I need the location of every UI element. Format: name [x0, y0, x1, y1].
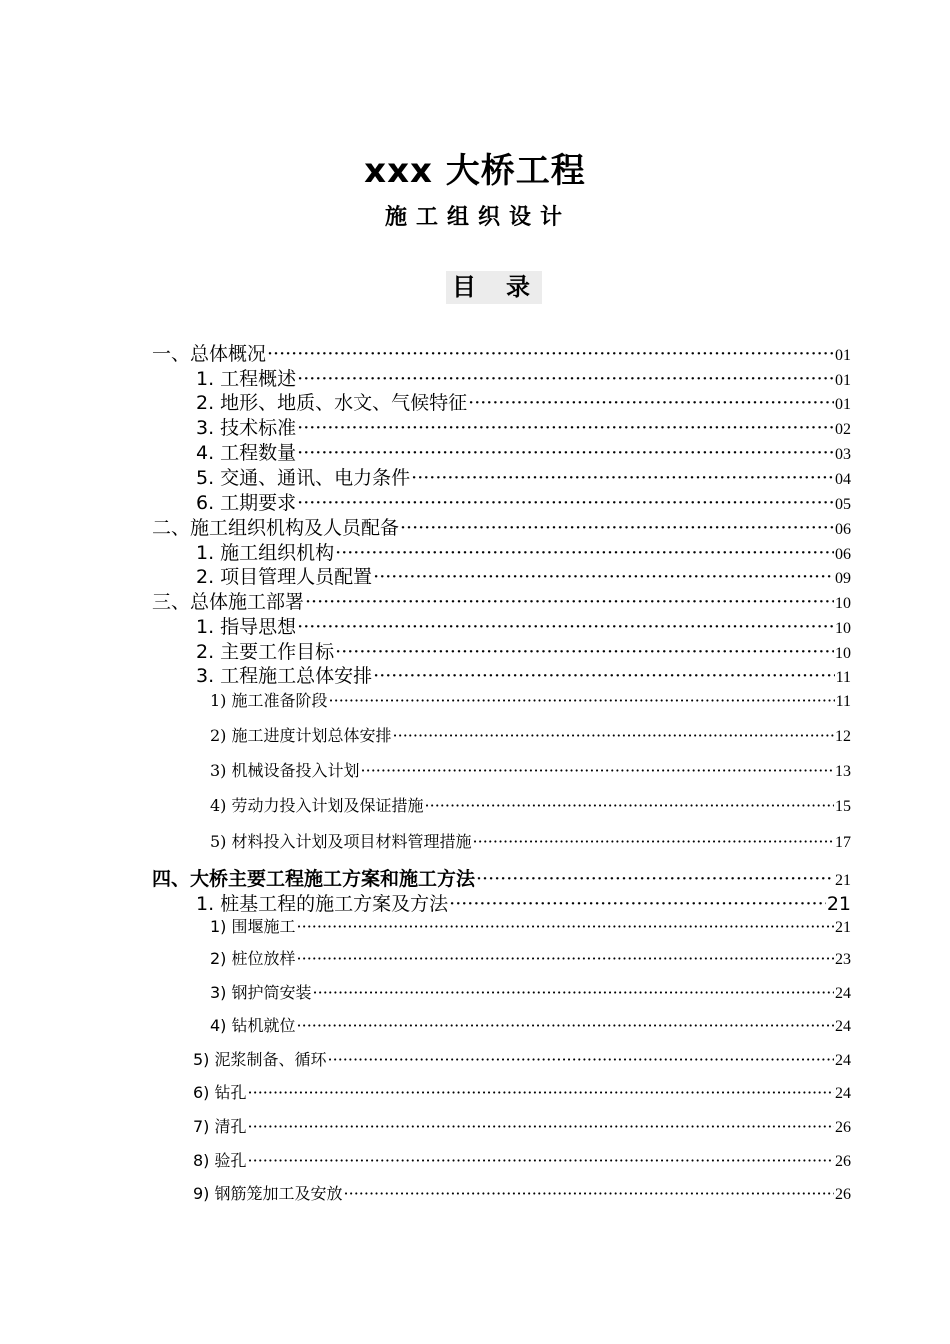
toc-entry-page: 24 [835, 1052, 851, 1069]
toc-leader-dots [400, 517, 834, 539]
toc-entry[interactable] [196, 388, 851, 415]
toc-leader-dots [373, 566, 834, 588]
toc-entry-page: 11 [835, 669, 851, 686]
toc-entry-page: 13 [835, 763, 851, 780]
toc-entry-label: 6. 工期要求 [196, 492, 297, 514]
toc-entry-page: 26 [835, 1186, 851, 1203]
toc-leader-dots [313, 983, 834, 1002]
toc-entry-label: 二、施工组织机构及人员配备 [152, 517, 400, 539]
toc-leader-dots [328, 1050, 834, 1069]
toc-entry-label: 8) 验孔 [193, 1151, 247, 1170]
toc-entry-label: 2) 桩位放样 [210, 949, 296, 968]
toc-entry-page: 02 [835, 421, 851, 438]
toc-leader-dots [468, 392, 834, 414]
toc-entry[interactable] [210, 946, 851, 969]
toc-leader-dots [267, 343, 834, 365]
toc-entry[interactable] [152, 513, 851, 540]
toc-entry-label: 一、总体概况 [152, 343, 267, 365]
toc-entry-label: 7) 清孔 [193, 1117, 247, 1136]
toc-entry-label: 四、大桥主要工程施工方案和施工方法 [152, 868, 476, 890]
toc-entry-page: 21 [826, 893, 851, 915]
toc-leader-dots [393, 726, 834, 745]
toc-entry-label: 1. 桩基工程的施工方案及方法 [196, 893, 449, 915]
toc-leader-dots [297, 417, 834, 439]
toc-entry-page: 12 [835, 728, 851, 745]
toc-entry-page: 04 [835, 471, 851, 488]
toc-leader-dots [335, 542, 834, 564]
toc-entry-label: 9) 钢筋笼加工及安放 [193, 1184, 343, 1203]
toc-entry-page: 26 [835, 1119, 851, 1136]
toc-leader-dots [449, 893, 826, 915]
toc-entry-label: 1) 施工准备阶段 [210, 691, 328, 710]
toc-entry-label: 6) 钻孔 [193, 1083, 247, 1102]
toc-entry-page: 01 [835, 396, 851, 413]
toc-entry[interactable] [152, 339, 851, 366]
toc-entry[interactable] [210, 914, 851, 937]
toc-leader-dots [297, 368, 834, 390]
document-subtitle: 施工组织设计 [384, 205, 571, 230]
toc-entry[interactable] [210, 723, 851, 746]
toc-entry-page: 01 [835, 347, 851, 364]
toc-entry[interactable] [196, 562, 851, 589]
toc-leader-dots [297, 442, 834, 464]
toc-leader-dots [329, 691, 835, 710]
toc-entry-label: 1. 工程概述 [196, 368, 297, 390]
toc-entry-page: 15 [835, 798, 851, 815]
toc-entry[interactable] [210, 688, 851, 711]
toc-entry[interactable] [193, 1080, 851, 1103]
toc-leader-dots [248, 1083, 834, 1102]
toc-entry-label: 2) 施工进度计划总体安排 [210, 726, 392, 745]
toc-entry[interactable] [196, 661, 851, 688]
toc-entry-page: 05 [835, 496, 851, 513]
toc-heading: 目录 [446, 271, 542, 304]
toc-entry[interactable] [193, 1148, 851, 1171]
toc-entry-page: 01 [835, 372, 851, 389]
toc-leader-dots [476, 868, 834, 890]
toc-entry-page: 21 [835, 919, 851, 936]
toc-entry[interactable] [196, 637, 851, 664]
toc-entry-label: 4. 工程数量 [196, 442, 297, 464]
toc-entry[interactable] [210, 758, 851, 781]
toc-entry-label: 5. 交通、通讯、电力条件 [196, 467, 411, 489]
toc-entry-label: 1. 指导思想 [196, 616, 297, 638]
toc-entry-label: 5) 泥浆制备、循环 [193, 1050, 327, 1069]
toc-entry-label: 2. 项目管理人员配置 [196, 566, 373, 588]
toc-entry-label: 2. 主要工作目标 [196, 641, 335, 663]
toc-entry[interactable] [196, 889, 851, 916]
toc-entry-label: 3. 技术标准 [196, 417, 297, 439]
toc-leader-dots [297, 1016, 834, 1035]
toc-entry-page: 21 [835, 872, 851, 889]
toc-entry[interactable] [196, 612, 851, 639]
toc-entry[interactable] [152, 864, 851, 891]
toc-entry[interactable] [196, 538, 851, 565]
toc-leader-dots [335, 641, 834, 663]
toc-entry-label: 2. 地形、地质、水文、气候特征 [196, 392, 468, 414]
toc-entry[interactable] [196, 413, 851, 440]
toc-entry-page: 24 [835, 1018, 851, 1035]
toc-leader-dots [248, 1151, 834, 1170]
toc-entry-label: 1) 围堰施工 [210, 917, 296, 936]
toc-entry-page: 23 [835, 951, 851, 968]
toc-entry[interactable] [210, 829, 851, 852]
toc-entry-label: 3. 工程施工总体安排 [196, 665, 373, 687]
toc-entry-page: 09 [835, 570, 851, 587]
toc-leader-dots [425, 796, 834, 815]
toc-entry-page: 11 [835, 693, 851, 710]
toc-entry[interactable] [196, 438, 851, 465]
toc-entry[interactable] [210, 980, 851, 1003]
toc-entry-label: 1. 施工组织机构 [196, 542, 335, 564]
toc-leader-dots [411, 467, 834, 489]
toc-entry[interactable] [193, 1181, 851, 1204]
document-title: xxx 大桥工程 [364, 151, 586, 191]
toc-entry[interactable] [196, 364, 851, 391]
toc-entry[interactable] [193, 1047, 851, 1070]
toc-leader-dots [297, 917, 834, 936]
toc-entry-page: 24 [835, 985, 851, 1002]
toc-entry-page: 17 [835, 834, 851, 851]
toc-entry-label: 3) 钢护筒安装 [210, 983, 312, 1002]
toc-entry-label: 4) 劳动力投入计划及保证措施 [210, 796, 424, 815]
toc-entry-page: 06 [835, 546, 851, 563]
toc-entry[interactable] [152, 587, 851, 614]
toc-entry-page: 06 [835, 521, 851, 538]
toc-entry-label: 5) 材料投入计划及项目材料管理措施 [210, 832, 472, 851]
toc-leader-dots [473, 832, 834, 851]
toc-entry-page: 24 [835, 1085, 851, 1102]
toc-entry[interactable] [210, 1013, 851, 1036]
toc-entry-page: 26 [835, 1153, 851, 1170]
toc-leader-dots [361, 761, 834, 780]
toc-entry-page: 03 [835, 446, 851, 463]
toc-entry[interactable] [196, 488, 851, 515]
toc-leader-dots [297, 616, 834, 638]
toc-entry-label: 3) 机械设备投入计划 [210, 761, 360, 780]
toc-entry-page: 10 [835, 620, 851, 637]
toc-entry-page: 10 [835, 595, 851, 612]
toc-leader-dots [373, 665, 834, 687]
toc-entry-page: 10 [835, 645, 851, 662]
toc-leader-dots [344, 1184, 834, 1203]
toc-entry[interactable] [193, 1114, 851, 1137]
toc-leader-dots [297, 949, 834, 968]
toc-entry[interactable] [210, 793, 851, 816]
toc-entry-label: 三、总体施工部署 [152, 591, 305, 613]
toc-leader-dots [305, 591, 834, 613]
toc-entry-label: 4) 钻机就位 [210, 1016, 296, 1035]
toc-leader-dots [248, 1117, 834, 1136]
toc-leader-dots [297, 492, 834, 514]
toc-entry[interactable] [196, 463, 851, 490]
